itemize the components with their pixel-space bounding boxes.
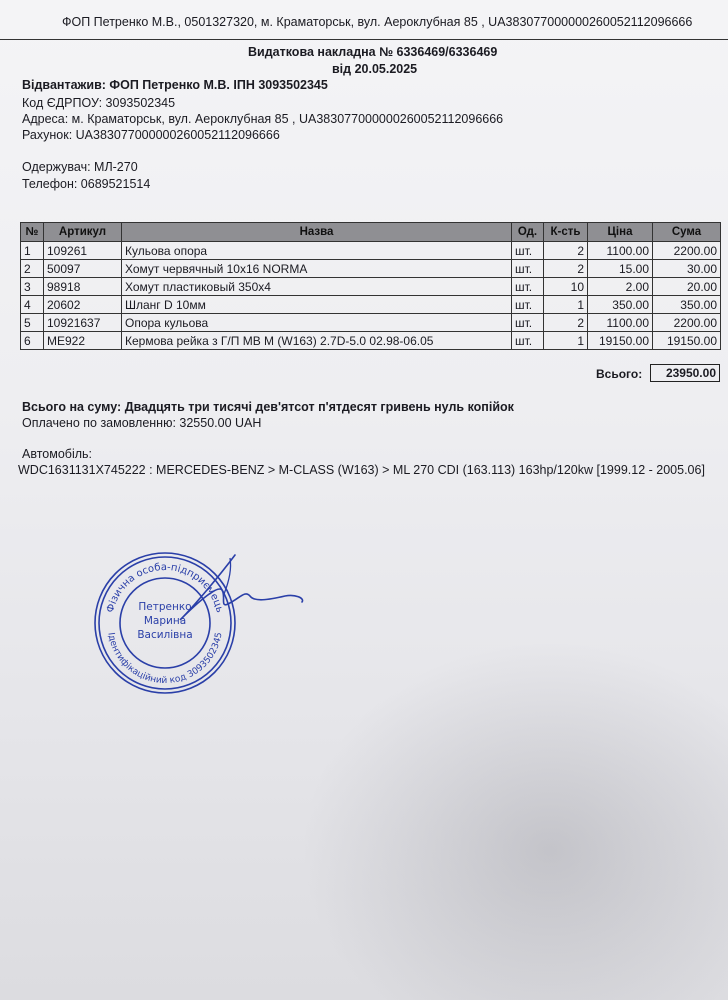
cell-number: 2 [21,260,44,278]
total-label: Всього: [596,367,643,381]
table-header-row [21,223,721,242]
col-header-unit: Од. [512,223,544,242]
cell-sum: 2200.00 [653,242,721,260]
cell-sku: ME922 [44,332,122,350]
cell-sum: 30.00 [653,260,721,278]
col-header-name: Назва [122,223,512,242]
table-row [21,314,721,332]
shipper-account: Рахунок: UA383077000000260052112096666 [22,128,280,142]
shipper-label: Відвантажив: [22,78,106,92]
cell-qty: 10 [544,278,588,296]
stamp-patronymic: Василівна [137,629,193,641]
table-row [21,296,721,314]
cell-name: Хомут пластиковый 350х4 [122,278,512,296]
cell-price: 2.00 [588,278,653,296]
table-row [21,242,721,260]
cell-qty: 1 [544,296,588,314]
cell-sum: 19150.00 [653,332,721,350]
shipper-line [22,78,328,92]
sum-words-label: Всього на суму: [22,400,122,414]
shipper-edrpou: Код ЄДРПОУ: 3093502345 [22,96,176,110]
cell-number: 1 [21,242,44,260]
cell-number: 4 [21,296,44,314]
sum-in-words [22,400,514,414]
cell-unit: шт. [512,278,544,296]
cell-unit: шт. [512,260,544,278]
signature [150,550,320,630]
cell-qty: 2 [544,242,588,260]
cell-number: 3 [21,278,44,296]
stamp-ring-top: Фізична особа-підприємець [105,561,225,614]
car-label: Автомобіль: [22,447,93,461]
cell-name: Кульова опора [122,242,512,260]
cell-sum: 350.00 [653,296,721,314]
recipient-phone: Телефон: 0689521514 [22,177,151,191]
cell-sku: 98918 [44,278,122,296]
invoice-date: від 20.05.2025 [332,62,418,76]
table-row [21,278,721,296]
cell-unit: шт. [512,314,544,332]
cell-price: 19150.00 [588,332,653,350]
col-header-price: Ціна [588,223,653,242]
recipient-name: Одержувач: МЛ-270 [22,160,138,174]
col-header-qty: К-сть [544,223,588,242]
cell-sum: 2200.00 [653,314,721,332]
cell-sku: 50097 [44,260,122,278]
shipper-address: Адреса: м. Краматорськ, вул. Аероклубная 85 , UA383077000000260052112096666 [22,112,504,126]
supplier-header: ФОП Петренко М.В., 0501327320, м. Краматорськ, вул. Аероклубная 85 , UA383077000000260052112096666 [0,8,728,40]
stamp-first-name: Марина [143,615,187,627]
cell-sku: 20602 [44,296,122,314]
col-header-sum: Сума [653,223,721,242]
table-row [21,332,721,350]
cell-price: 15.00 [588,260,653,278]
col-header-number: № [21,223,44,242]
cell-sum: 20.00 [653,278,721,296]
cell-name: Хомут червячный 10х16 NORMA [122,260,512,278]
total-value: 23950.00 [650,364,720,382]
paper-shadow [300,640,728,1000]
cell-unit: шт. [512,296,544,314]
cell-sku: 10921637 [44,314,122,332]
shipper-name: ФОП Петренко М.В. ІПН 3093502345 [109,78,328,92]
paid-by-order: Оплачено по замовленню: 32550.00 UAH [22,416,262,430]
invoice-title: Видаткова накладна № 6336469/6336469 [248,45,498,59]
cell-unit: шт. [512,332,544,350]
cell-price: 1100.00 [588,314,653,332]
cell-number: 5 [21,314,44,332]
cell-name: Опора кульова [122,314,512,332]
goods-table [20,222,721,350]
car-vin-line: WDC1631131X745222 : MERCEDES-BENZ > M-CLASS (W163) > ML 270 CDI (163.113) 163hp/120kw [1999.12 - 2005.06] [18,463,705,477]
stamp-ring-bottom: Ідентифікаційний код 3093502345 [105,631,225,687]
table-row [21,260,721,278]
cell-name: Кермова рейка з Г/П MB M (W163) 2.7D-5.0 02.98-06.05 [122,332,512,350]
cell-sku: 109261 [44,242,122,260]
cell-name: Шланг D 10мм [122,296,512,314]
cell-qty: 1 [544,332,588,350]
cell-qty: 2 [544,314,588,332]
cell-number: 6 [21,332,44,350]
col-header-sku: Артикул [44,223,122,242]
sum-words-text: Двадцять три тисячі дев'ятсот п'ятдесят гривень нуль копійок [124,400,514,414]
cell-unit: шт. [512,242,544,260]
stamp-surname: Петренко [138,601,192,613]
cell-qty: 2 [544,260,588,278]
cell-price: 350.00 [588,296,653,314]
cell-price: 1100.00 [588,242,653,260]
